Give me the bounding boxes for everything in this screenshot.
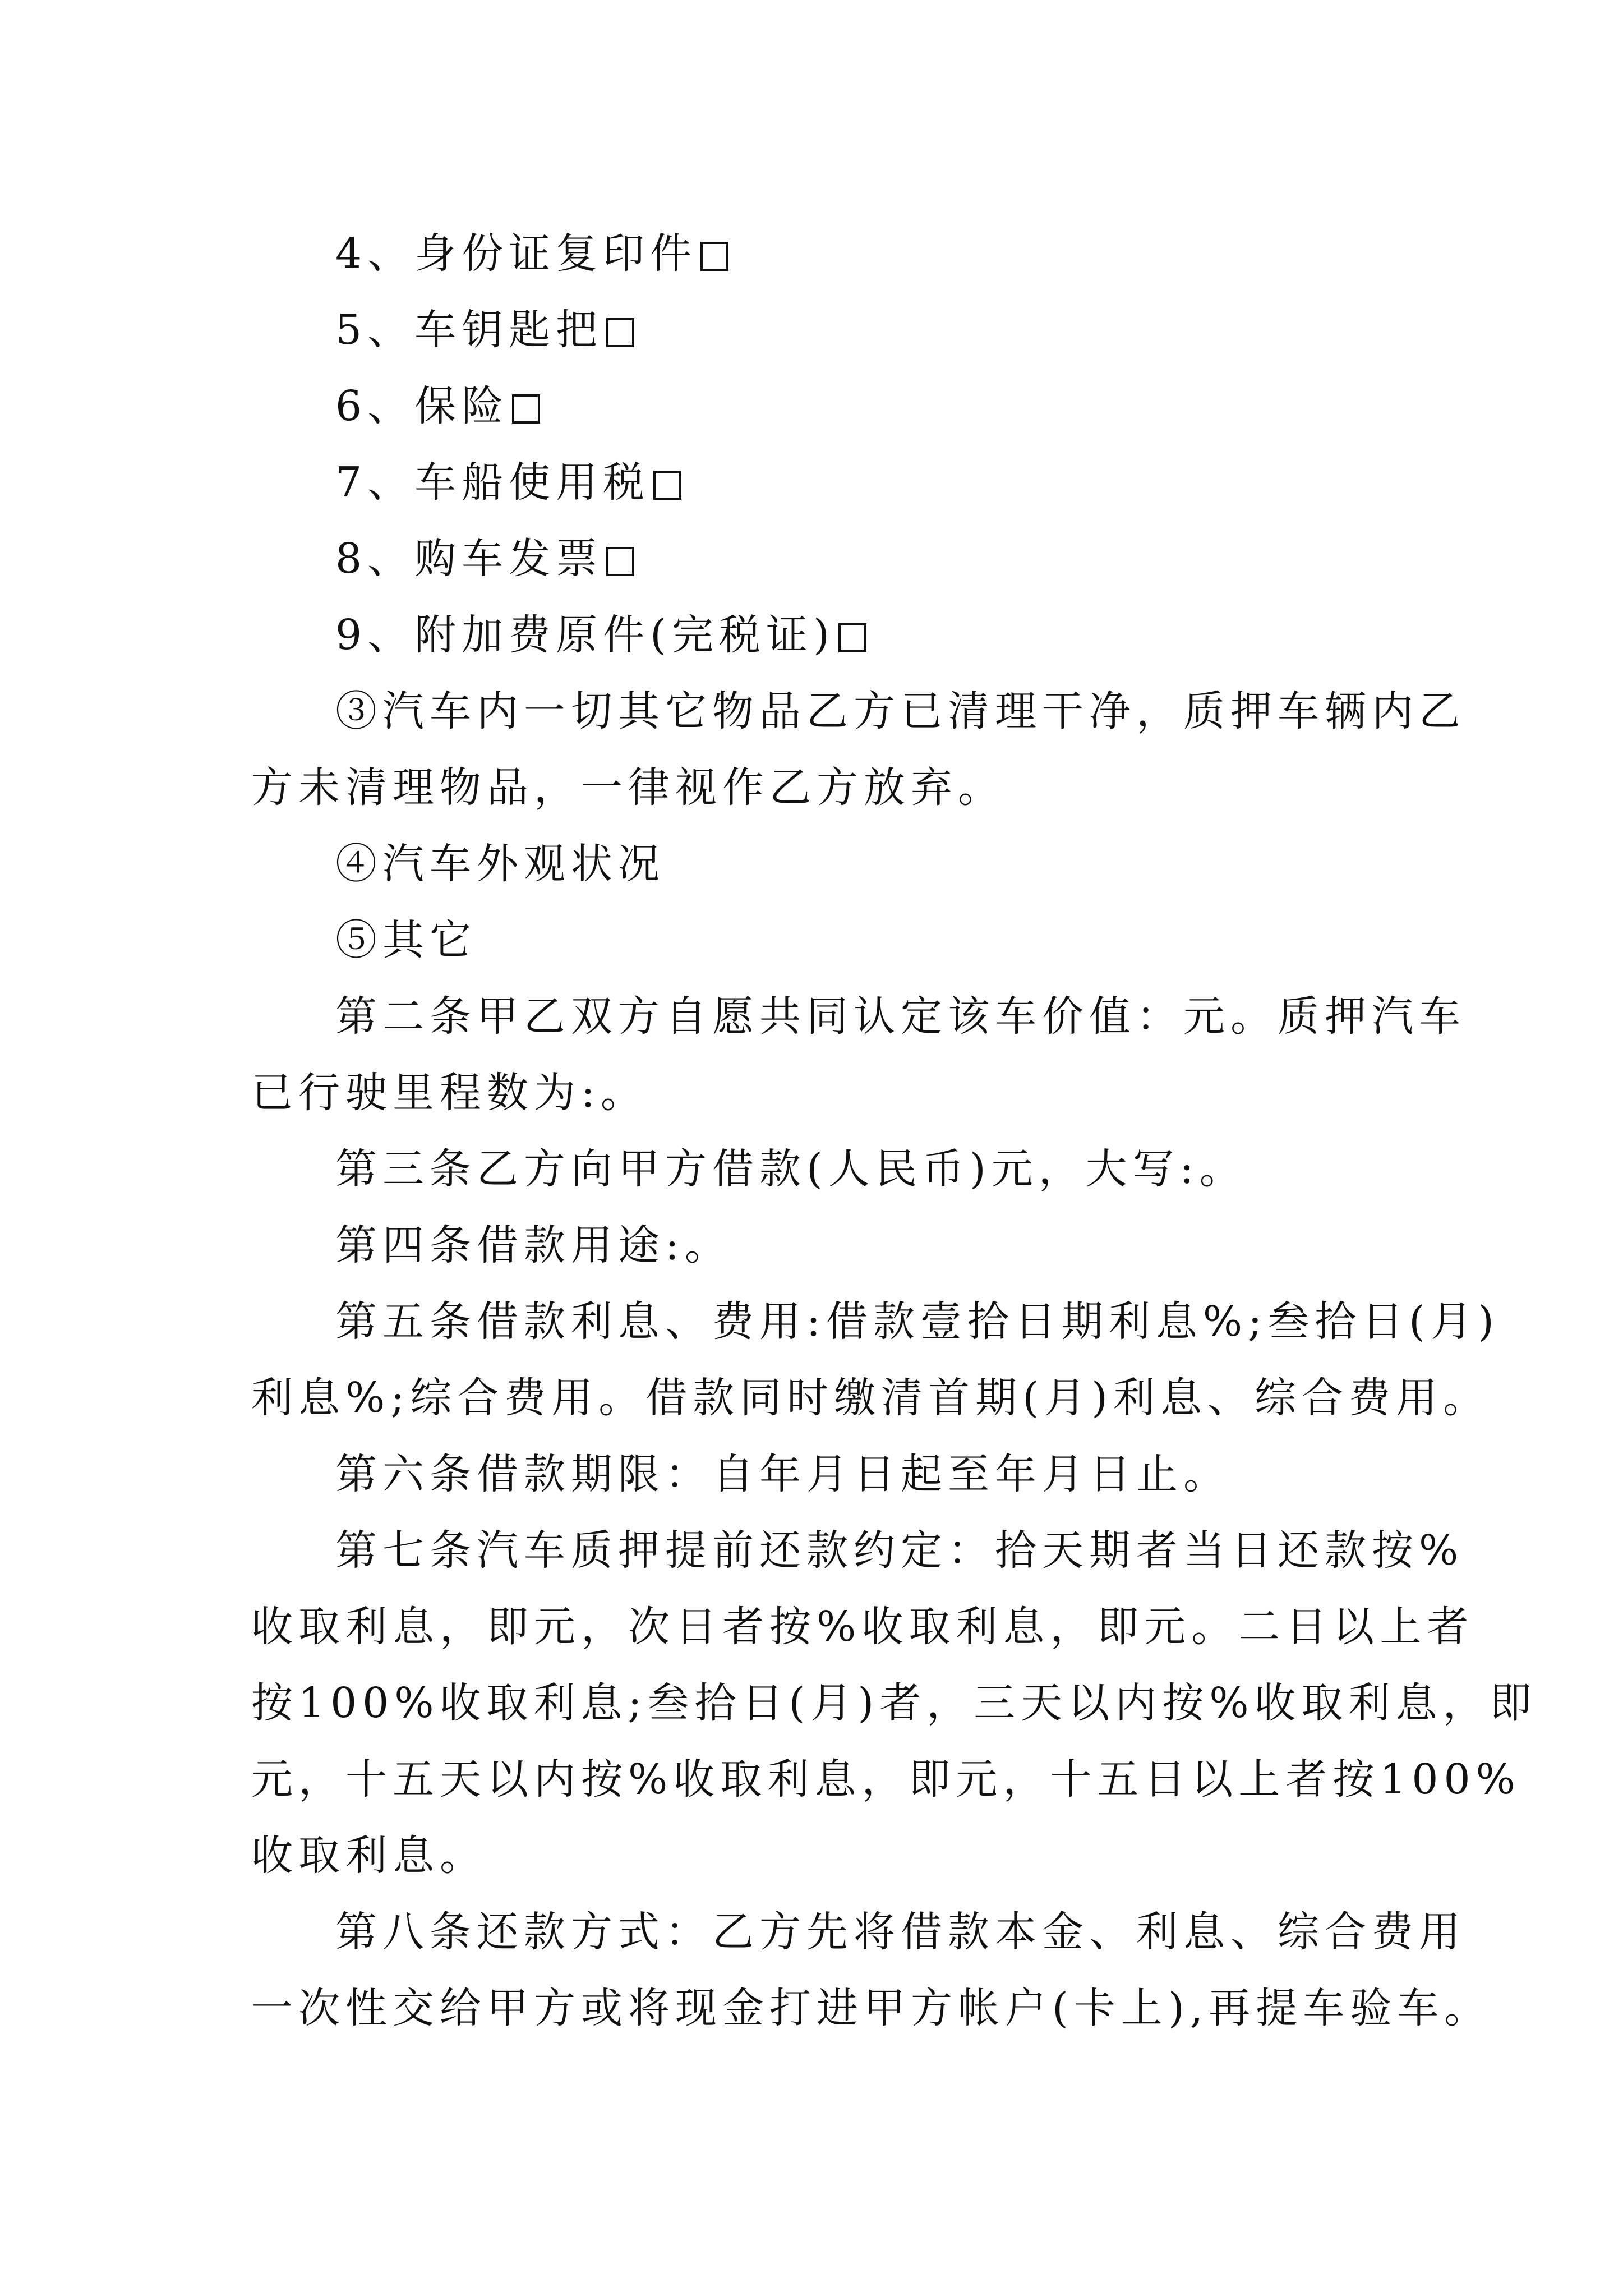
checklist-item-car-keys	[251, 292, 1390, 368]
checkbox-icon[interactable]	[606, 318, 634, 347]
item-label: 身份证复印件	[414, 229, 698, 278]
item-number: 4	[335, 229, 368, 278]
item-separator: 、	[367, 306, 415, 354]
checklist-item-purchase-invoice	[251, 521, 1390, 597]
article-7-line-2: 收取利息，即元，次日者按%收取利息，即元。二日以上者	[251, 1603, 1474, 1651]
checkbox-icon[interactable]	[653, 471, 681, 500]
checkbox-icon[interactable]	[838, 623, 866, 652]
article-2-line-1: 第二条甲乙双方自愿共同认定该车价值：元。质押汽车	[335, 992, 1466, 1041]
paragraph-belongings-line-2: 方未清理物品，一律视作乙方放弃。	[251, 763, 1005, 812]
item-number: 5	[335, 306, 368, 354]
item-number: 7	[335, 458, 368, 507]
item-separator: 、	[367, 458, 415, 507]
article-7-line-4: 元，十五天以内按%收取利息，即元，十五日以上者按100%	[251, 1755, 1521, 1803]
checkbox-icon[interactable]	[700, 242, 728, 271]
article-6-line: 第六条借款期限：自年月日起至年月日止。	[335, 1450, 1230, 1498]
item-separator: 、	[367, 229, 415, 278]
item-label: 车船使用税	[414, 458, 651, 507]
item-label: 保险	[414, 382, 509, 430]
checklist-item-vehicle-tax	[251, 444, 1390, 521]
checklist-item-surcharge-original	[251, 597, 1390, 673]
document-body	[251, 215, 1537, 2046]
other-line: ⑤其它	[335, 916, 477, 964]
item-number: 6	[335, 382, 368, 430]
checkbox-icon[interactable]	[512, 394, 540, 424]
checkbox-icon[interactable]	[606, 547, 634, 576]
article-5-line-2: 利息%;综合费用。借款同时缴清首期(月)利息、综合费用。	[251, 1374, 1490, 1422]
item-label: 车钥匙把	[414, 306, 603, 354]
article-7-line-1: 第七条汽车质押提前还款约定：拾天期者当日还款按%	[335, 1526, 1464, 1575]
checklist-item-insurance	[251, 368, 1390, 444]
article-8-line-2: 一次性交给甲方或将现金打进甲方帐户(卡上),再提车验车。	[251, 1984, 1492, 2032]
item-number: 8	[335, 535, 368, 583]
article-5-line-1: 第五条借款利息、费用:借款壹拾日期利息%;叁拾日(月)	[335, 1297, 1500, 1346]
article-3-line: 第三条乙方向甲方借款(人民币)元，大写:。	[335, 1145, 1247, 1193]
checklist-item-id-copy	[251, 215, 1390, 292]
article-2-line-2: 已行驶里程数为:。	[251, 1069, 648, 1117]
item-separator: 、	[367, 382, 415, 430]
item-number: 9	[335, 611, 368, 659]
paragraph-belongings-line-1: ③汽车内一切其它物品乙方已清理干净，质押车辆内乙	[335, 687, 1466, 735]
item-separator: 、	[367, 611, 415, 659]
item-label: 购车发票	[414, 535, 603, 583]
item-separator: 、	[367, 535, 415, 583]
article-8-line-1: 第八条还款方式：乙方先将借款本金、利息、综合费用	[335, 1908, 1466, 1956]
article-7-line-3: 按100%收取利息;叁拾日(月)者，三天以内按%收取利息，即	[251, 1679, 1537, 1727]
exterior-condition-line: ④汽车外观状况	[335, 840, 665, 888]
article-7-line-5: 收取利息。	[251, 1832, 487, 1880]
item-label: 附加费原件(完税证)	[414, 611, 835, 659]
article-4-line: 第四条借款用途:。	[335, 1221, 732, 1269]
